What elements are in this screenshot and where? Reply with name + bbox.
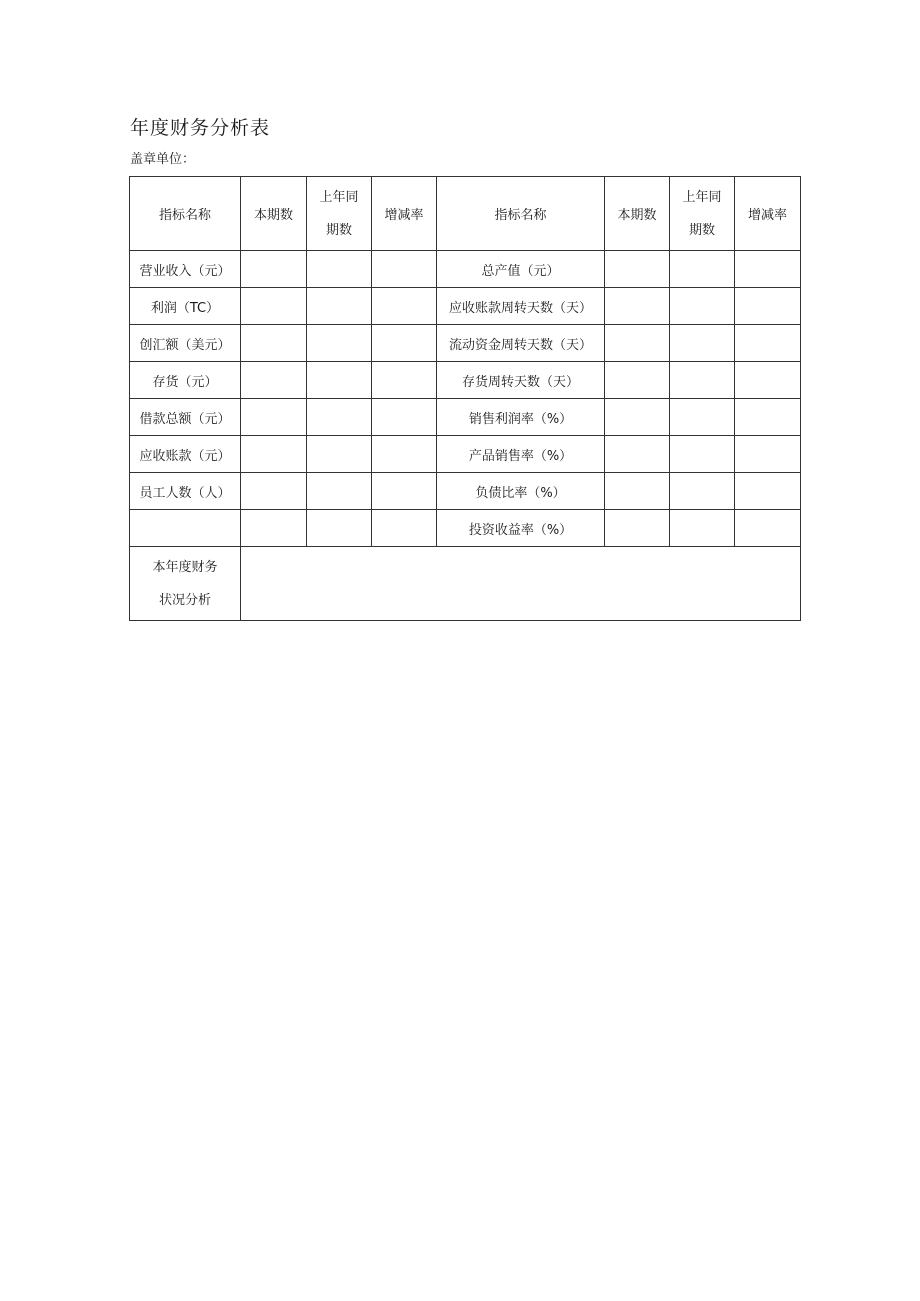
header-last-year-line2: 期数 [688,222,715,238]
right-indicator-label: 流动资金周转天数（天） [437,325,605,362]
right-change-rate-cell[interactable] [735,436,801,473]
right-indicator-label: 存货周转天数（天） [437,362,605,399]
right-last-year-cell[interactable] [670,436,735,473]
right-change-rate-cell[interactable] [735,325,801,362]
left-indicator-label: 存货（元） [130,362,241,399]
left-current-cell[interactable] [241,288,307,325]
right-change-rate-cell[interactable] [735,510,801,547]
header-current-right: 本期数 [605,177,670,251]
right-change-rate-cell[interactable] [735,288,801,325]
right-indicator-label: 总产值（元） [437,251,605,288]
left-change-rate-cell[interactable] [372,399,437,436]
right-current-cell[interactable] [605,251,670,288]
left-current-cell[interactable] [241,251,307,288]
right-current-cell[interactable] [605,510,670,547]
right-change-rate-cell[interactable] [735,473,801,510]
header-last-year-line1: 上年同 [682,189,722,205]
right-last-year-cell[interactable] [670,325,735,362]
header-indicator-right: 指标名称 [437,177,605,251]
left-change-rate-cell[interactable] [372,362,437,399]
table-row [130,288,801,325]
seal-unit-label: 盖章单位： [130,152,196,167]
right-current-cell[interactable] [605,399,670,436]
left-last-year-cell[interactable] [307,436,372,473]
table-row [130,325,801,362]
header-last-year-right [670,177,735,251]
right-current-cell[interactable] [605,473,670,510]
left-indicator-label: 员工人数（人） [130,473,241,510]
header-last-year-left [307,177,372,251]
left-change-rate-cell[interactable] [372,510,437,547]
summary-label-line1: 本年度财务 [152,559,218,575]
table-row [130,510,801,547]
right-last-year-cell[interactable] [670,510,735,547]
header-current-left: 本期数 [241,177,307,251]
summary-row [130,547,801,621]
left-current-cell[interactable] [241,510,307,547]
left-last-year-cell[interactable] [307,473,372,510]
table-row [130,436,801,473]
right-indicator-label: 销售利润率（%） [437,399,605,436]
right-current-cell[interactable] [605,436,670,473]
right-current-cell[interactable] [605,325,670,362]
right-last-year-cell[interactable] [670,251,735,288]
left-change-rate-cell[interactable] [372,325,437,362]
header-row [130,177,801,251]
header-change-rate-right: 增减率 [735,177,801,251]
financial-analysis-table [129,176,801,621]
left-indicator-label [130,510,241,547]
table-row [130,362,801,399]
right-change-rate-cell[interactable] [735,399,801,436]
left-indicator-label: 创汇额（美元） [130,325,241,362]
right-indicator-label: 投资收益率（%） [437,510,605,547]
summary-label [130,547,241,621]
left-change-rate-cell[interactable] [372,436,437,473]
table-row [130,251,801,288]
right-current-cell[interactable] [605,288,670,325]
left-change-rate-cell[interactable] [372,288,437,325]
right-indicator-label: 负债比率（%） [437,473,605,510]
left-current-cell[interactable] [241,325,307,362]
header-change-rate-left: 增减率 [372,177,437,251]
summary-content-cell[interactable] [241,547,801,621]
summary-label-line2: 状况分析 [158,592,211,608]
right-last-year-cell[interactable] [670,362,735,399]
left-indicator-label: 营业收入（元） [130,251,241,288]
header-indicator-left: 指标名称 [130,177,241,251]
right-last-year-cell[interactable] [670,288,735,325]
table-row [130,399,801,436]
left-last-year-cell[interactable] [307,399,372,436]
page-title: 年度财务分析表 [130,117,271,139]
header-last-year-line2: 期数 [325,222,352,238]
right-last-year-cell[interactable] [670,399,735,436]
right-change-rate-cell[interactable] [735,251,801,288]
right-last-year-cell[interactable] [670,473,735,510]
left-current-cell[interactable] [241,399,307,436]
left-last-year-cell[interactable] [307,510,372,547]
left-last-year-cell[interactable] [307,288,372,325]
right-indicator-label: 产品销售率（%） [437,436,605,473]
header-last-year-line1: 上年同 [319,189,359,205]
left-current-cell[interactable] [241,436,307,473]
left-indicator-label: 利润（TC） [130,288,241,325]
left-last-year-cell[interactable] [307,362,372,399]
left-current-cell[interactable] [241,362,307,399]
left-change-rate-cell[interactable] [372,251,437,288]
left-current-cell[interactable] [241,473,307,510]
table-row [130,473,801,510]
right-change-rate-cell[interactable] [735,362,801,399]
left-last-year-cell[interactable] [307,325,372,362]
left-last-year-cell[interactable] [307,251,372,288]
left-indicator-label: 应收账款（元） [130,436,241,473]
left-indicator-label: 借款总额（元） [130,399,241,436]
right-current-cell[interactable] [605,362,670,399]
right-indicator-label: 应收账款周转天数（天） [437,288,605,325]
left-change-rate-cell[interactable] [372,473,437,510]
